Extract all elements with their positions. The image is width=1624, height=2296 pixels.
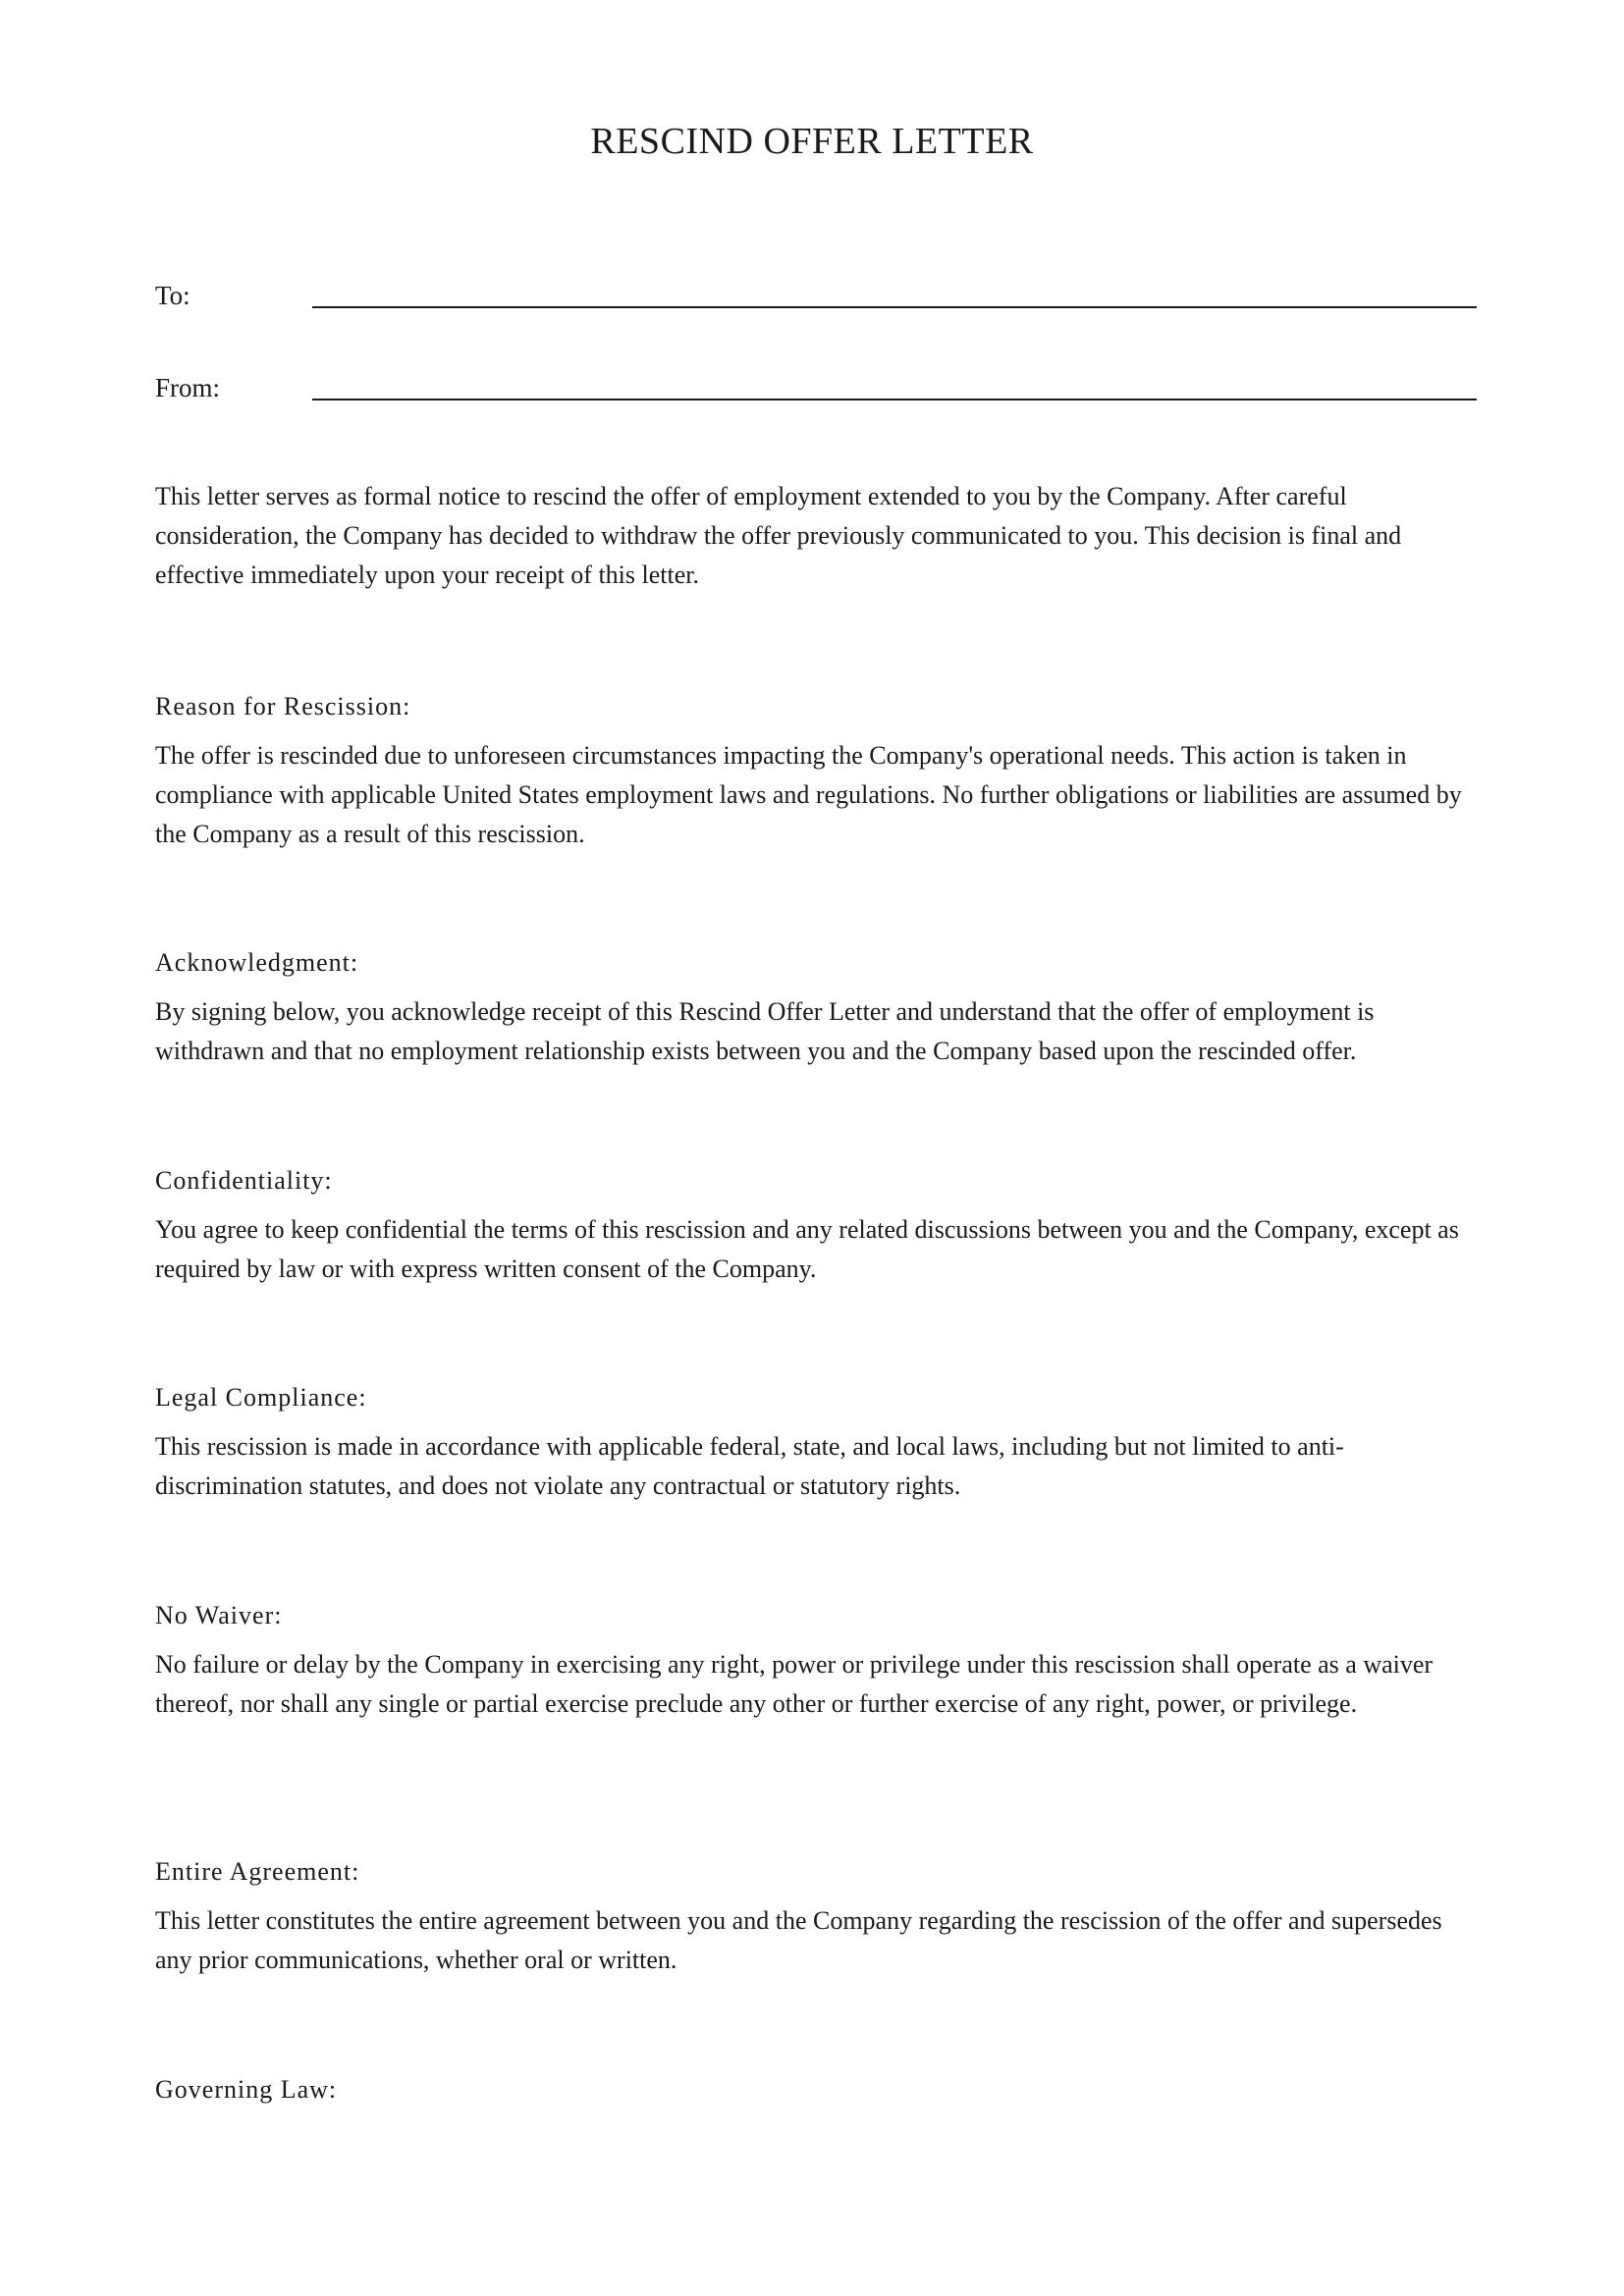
to-label: To: bbox=[155, 281, 190, 310]
section-legal-compliance bbox=[155, 1380, 1483, 1506]
section-heading: Governing Law: bbox=[155, 2075, 338, 2104]
section-body: This rescission is made in accordance with applicable federal, state, and local laws, including but not limited to anti-discrimination statutes, and does not violate any contractual or statutory rights. bbox=[155, 1432, 1344, 1500]
intro-section bbox=[155, 477, 1483, 595]
section-body: The offer is rescinded due to unforeseen circumstances impacting the Company's operational needs. This action is taken in compliance with applicable United States employment laws and regulations. No further obligations or liabilities are assumed by the Company as a result of this rescission. bbox=[155, 741, 1462, 848]
section-governing-law bbox=[155, 2072, 1483, 2119]
section-confidentiality bbox=[155, 1163, 1483, 1289]
section-body: You agree to keep confidential the terms of this rescission and any related discussions between you and the Company, except as required by law or with express written consent of the Company. bbox=[155, 1215, 1459, 1283]
section-heading: Confidentiality: bbox=[155, 1166, 333, 1195]
section-acknowledgment bbox=[155, 945, 1483, 1071]
section-heading: No Waiver: bbox=[155, 1601, 283, 1629]
section-body: No failure or delay by the Company in exercising any right, power or privilege under this rescission shall operate as a waiver thereof, nor shall any single or partial exercise preclude any other or further exercise of any right, power, or privilege. bbox=[155, 1650, 1434, 1718]
section-reason-for-rescission bbox=[155, 689, 1483, 854]
to-blank-line bbox=[312, 306, 1477, 308]
from-field bbox=[155, 355, 1477, 404]
section-entire-agreement bbox=[155, 1854, 1483, 1980]
from-label: From: bbox=[155, 373, 221, 402]
section-heading: Acknowledgment: bbox=[155, 948, 359, 977]
section-no-waiver bbox=[155, 1598, 1483, 1724]
section-heading: Reason for Rescission: bbox=[155, 692, 411, 721]
intro-paragraph: This letter serves as formal notice to rescind the offer of employment extended to you by the Company. After careful consideration, the Company has decided to withdraw the offer previously communicated to you. This decision is final and effective immediately upon your receipt of this letter. bbox=[155, 482, 1402, 589]
section-body: This letter constitutes the entire agreement between you and the Company regarding the rescission of the offer and supersedes any prior communications, whether oral or written. bbox=[155, 1906, 1442, 1974]
section-heading: Legal Compliance: bbox=[155, 1383, 367, 1412]
to-field bbox=[155, 263, 1477, 312]
section-body: By signing below, you acknowledge receipt of this Rescind Offer Letter and understand that the offer of employment is withdrawn and that no employment relationship exists between you and the Company based upon the rescinded offer. bbox=[155, 997, 1375, 1065]
document-title: RESCIND OFFER LETTER bbox=[590, 121, 1034, 162]
section-heading: Entire Agreement: bbox=[155, 1857, 360, 1886]
from-blank-line bbox=[312, 399, 1477, 400]
